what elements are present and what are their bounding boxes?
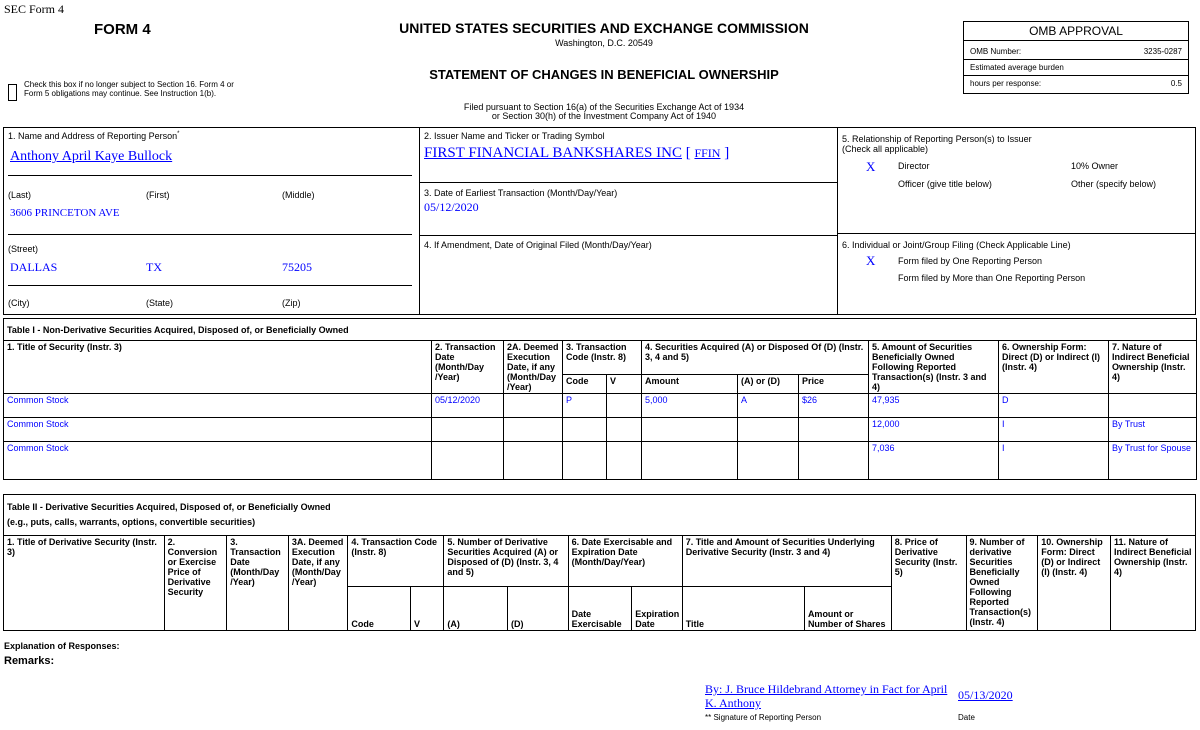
t1-nature: By Trust bbox=[1109, 418, 1197, 442]
t2-header-deriv-price: 8. Price of Derivative Security (Instr. 5) bbox=[891, 536, 966, 631]
t1-aord bbox=[738, 442, 799, 480]
amendment-label: 4. If Amendment, Date of Original Filed (Month/Day/Year) bbox=[424, 240, 652, 250]
t1-header-owned: 5. Amount of Securities Beneficially Owned Following Reported Transaction(s) (Instr. 3 and 4) bbox=[869, 341, 999, 394]
t1-sub-aord: (A) or (D) bbox=[738, 375, 799, 394]
filed-line-1: Filed pursuant to Section 16(a) of the Securities Exchange Act of 1934 bbox=[463, 102, 745, 112]
omb-number-value: 3235-0287 bbox=[1143, 47, 1182, 56]
t1-header-title: 1. Title of Security (Instr. 3) bbox=[4, 341, 432, 394]
zip-value: 75205 bbox=[282, 260, 312, 274]
omb-burden-label: Estimated average burden bbox=[970, 63, 1064, 72]
issuer-ticker[interactable]: FFIN bbox=[694, 146, 721, 160]
city-label: (City) bbox=[8, 298, 30, 308]
relationship-sub: (Check all applicable) bbox=[842, 144, 929, 154]
t1-nature: By Trust for Spouse bbox=[1109, 442, 1197, 480]
t1-owned: 47,935 bbox=[869, 394, 999, 418]
t2-sub-exp: Expiration Date bbox=[632, 587, 683, 631]
omb-hours-value: 0.5 bbox=[1170, 79, 1182, 88]
t1-price bbox=[799, 418, 869, 442]
director-label: Director bbox=[898, 161, 930, 171]
t2-sub-d: (D) bbox=[508, 587, 569, 631]
t1-date bbox=[432, 418, 504, 442]
t2-header-nature: 11. Nature of Indirect Beneficial Ownership (Instr. 4) bbox=[1110, 536, 1195, 631]
state-label: (State) bbox=[146, 298, 174, 308]
t1-title: Common Stock bbox=[4, 442, 432, 480]
t2-header-deemed: 3A. Deemed Execution Date, if any (Month/Day /Year) bbox=[288, 536, 348, 631]
table-ii-caption-2: (e.g., puts, calls, warrants, options, convertible securities) bbox=[7, 517, 256, 527]
t2-header-price: 2. Conversion or Exercise Price of Derivative Security bbox=[164, 536, 227, 631]
issuer-name-line bbox=[424, 145, 729, 162]
date-label: Date bbox=[958, 713, 975, 722]
ticker-bracket-close: ] bbox=[724, 145, 730, 161]
last-label: (Last) bbox=[8, 190, 32, 200]
table-row bbox=[4, 442, 1197, 480]
city-value: DALLAS bbox=[10, 260, 58, 274]
t1-sub-v: V bbox=[607, 375, 642, 394]
t1-price bbox=[799, 442, 869, 480]
filing-more: Form filed by More than One Reporting Person bbox=[898, 273, 1086, 283]
t1-amount: 5,000 bbox=[642, 394, 738, 418]
t2-header-date: 3. Transaction Date (Month/Day /Year) bbox=[227, 536, 289, 631]
t1-header-deemed: 2A. Deemed Execution Date, if any (Month/Day /Year) bbox=[504, 341, 563, 394]
first-label: (First) bbox=[146, 190, 170, 200]
table-i-caption: Table I - Non-Derivative Securities Acquired, Disposed of, or Beneficially Owned bbox=[4, 319, 1197, 341]
omb-title: OMB APPROVAL bbox=[964, 22, 1188, 41]
table-row bbox=[4, 394, 1197, 418]
reporting-person-name[interactable]: Anthony April Kaye Bullock bbox=[10, 149, 173, 164]
agency-location: Washington, D.C. 20549 bbox=[555, 38, 653, 48]
omb-number-label: OMB Number: bbox=[970, 47, 1022, 56]
t1-code: P bbox=[563, 394, 607, 418]
t1-form: I bbox=[999, 418, 1109, 442]
omb-approval-box bbox=[963, 21, 1189, 94]
table-ii-caption-1: Table II - Derivative Securities Acquired, Disposed of, or Beneficially Owned bbox=[7, 502, 331, 512]
t1-title: Common Stock bbox=[4, 394, 432, 418]
t2-sub-v: V bbox=[411, 587, 444, 631]
street-value: 3606 PRINCETON AVE bbox=[10, 207, 120, 219]
t2-sub-code: Code bbox=[348, 587, 411, 631]
t2-sub-amount: Amount or Number of Shares bbox=[804, 587, 891, 631]
t1-sub-amount: Amount bbox=[642, 375, 738, 394]
t1-aord bbox=[738, 418, 799, 442]
remarks-label: Remarks: bbox=[4, 655, 55, 667]
section16-text: Check this box if no longer subject to Section 16. Form 4 or Form 5 obligations may continue. See Instruction 1(b). bbox=[24, 80, 234, 98]
filing-mark[interactable]: X bbox=[866, 253, 876, 268]
middle-label: (Middle) bbox=[282, 190, 315, 200]
t1-price: $26 bbox=[799, 394, 869, 418]
issuer-name[interactable]: FIRST FINANCIAL BANKSHARES INC bbox=[424, 145, 682, 161]
t1-owned: 7,036 bbox=[869, 442, 999, 480]
omb-hours-label: hours per response: bbox=[970, 79, 1042, 88]
t1-deemed bbox=[504, 394, 563, 418]
t1-form: I bbox=[999, 442, 1109, 480]
t2-sub-title: Title bbox=[682, 587, 804, 631]
state-value: TX bbox=[146, 260, 162, 274]
t1-code bbox=[563, 418, 607, 442]
t1-code bbox=[563, 442, 607, 480]
other-label: Other (specify below) bbox=[1071, 179, 1157, 189]
t1-date bbox=[432, 442, 504, 480]
ten-percent-label: 10% Owner bbox=[1071, 161, 1119, 171]
zip-label: (Zip) bbox=[282, 298, 301, 308]
issuer-label: 2. Issuer Name and Ticker or Trading Symbol bbox=[424, 131, 605, 141]
ticker-bracket-open: [ bbox=[685, 145, 691, 161]
filing-one: Form filed by One Reporting Person bbox=[898, 256, 1043, 266]
t2-header-code: 4. Transaction Code (Instr. 8) bbox=[348, 536, 444, 587]
form-title: FORM 4 bbox=[94, 21, 151, 38]
officer-label: Officer (give title below) bbox=[898, 179, 992, 189]
t1-header-form: 6. Ownership Form: Direct (D) or Indirect (I) (Instr. 4) bbox=[999, 341, 1109, 394]
t1-amount bbox=[642, 442, 738, 480]
t2-sub-date-ex: Date Exercisable bbox=[568, 587, 632, 631]
filing-label: 6. Individual or Joint/Group Filing (Check Applicable Line) bbox=[842, 240, 1071, 250]
reporting-person-label: 1. Name and Address of Reporting Person* bbox=[8, 131, 180, 141]
t1-deemed bbox=[504, 442, 563, 480]
t2-sub-a: (A) bbox=[444, 587, 508, 631]
signature-label: ** Signature of Reporting Person bbox=[705, 713, 822, 722]
t2-header-form: 10. Ownership Form: Direct (D) or Indirect (I) (Instr. 4) bbox=[1038, 536, 1111, 631]
signature-link[interactable]: By: J. Bruce Hildebrand Attorney in Fact for April K. Anthony bbox=[705, 682, 948, 710]
t1-v bbox=[607, 394, 642, 418]
t1-date: 05/12/2020 bbox=[432, 394, 504, 418]
director-mark[interactable]: X bbox=[866, 159, 876, 174]
statement-title: STATEMENT OF CHANGES IN BENEFICIAL OWNERSHIP bbox=[429, 67, 779, 82]
section16-checkbox[interactable] bbox=[8, 84, 17, 101]
earliest-date-label: 3. Date of Earliest Transaction (Month/Day/Year) bbox=[424, 188, 618, 198]
t2-header-number: 5. Number of Derivative Securities Acquired (A) or Disposed of (D) (Instr. 3, 4 and 5) bbox=[444, 536, 568, 587]
t1-header-code: 3. Transaction Code (Instr. 8) bbox=[563, 341, 642, 375]
t1-header-date: 2. Transaction Date (Month/Day /Year) bbox=[432, 341, 504, 394]
table-ii-caption bbox=[4, 495, 1196, 536]
earliest-date-value: 05/12/2020 bbox=[424, 200, 479, 214]
table-ii bbox=[3, 494, 1196, 631]
street-label: (Street) bbox=[8, 244, 39, 254]
t2-header-underlying: 7. Title and Amount of Securities Underlying Derivative Security (Instr. 3 and 4) bbox=[682, 536, 891, 587]
t1-v bbox=[607, 442, 642, 480]
t1-title: Common Stock bbox=[4, 418, 432, 442]
t2-header-title: 1. Title of Derivative Security (Instr. 3) bbox=[4, 536, 165, 631]
t1-sub-code: Code bbox=[563, 375, 607, 394]
relationship-label: 5. Relationship of Reporting Person(s) to Issuer bbox=[842, 134, 1032, 144]
filed-line-2: or Section 30(h) of the Investment Company Act of 1940 bbox=[491, 111, 717, 121]
signature-date[interactable]: 05/13/2020 bbox=[958, 688, 1013, 702]
table-i bbox=[3, 318, 1197, 480]
t1-nature bbox=[1109, 394, 1197, 418]
explanation-label: Explanation of Responses: bbox=[4, 641, 120, 651]
t1-header-acquired: 4. Securities Acquired (A) or Disposed Of (D) (Instr. 3, 4 and 5) bbox=[642, 341, 869, 375]
sec-form-label: SEC Form 4 bbox=[4, 2, 65, 16]
t1-owned: 12,000 bbox=[869, 418, 999, 442]
t2-header-owned: 9. Number of derivative Securities Beneficially Owned Following Reported Transaction(s) (Instr. 4) bbox=[966, 536, 1038, 631]
table-row bbox=[4, 418, 1197, 442]
t1-sub-price: Price bbox=[799, 375, 869, 394]
t1-form: D bbox=[999, 394, 1109, 418]
t1-amount bbox=[642, 418, 738, 442]
t1-header-nature: 7. Nature of Indirect Beneficial Ownership (Instr. 4) bbox=[1109, 341, 1197, 394]
t1-deemed bbox=[504, 418, 563, 442]
t1-v bbox=[607, 418, 642, 442]
t1-aord: A bbox=[738, 394, 799, 418]
t2-header-exercisable: 6. Date Exercisable and Expiration Date (Month/Day/Year) bbox=[568, 536, 682, 587]
agency-title: UNITED STATES SECURITIES AND EXCHANGE COMMISSION bbox=[399, 20, 809, 36]
